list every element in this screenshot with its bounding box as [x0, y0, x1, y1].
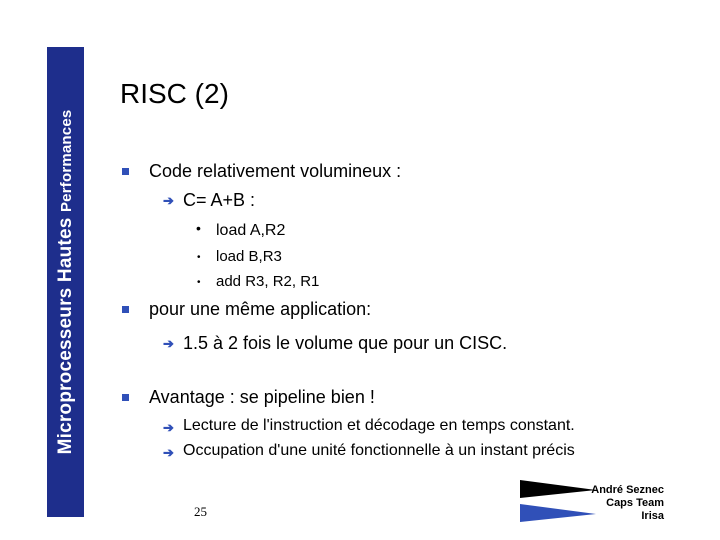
sidebar-banner: [47, 47, 84, 517]
bullet-1-item-1: load A,R2: [216, 222, 286, 239]
square-bullet-icon: [122, 306, 129, 313]
dot-bullet-icon: •: [197, 252, 201, 263]
bullet-3-sub-1: Lecture de l'instruction et décodage en temps constant.: [183, 417, 575, 434]
author-team: Caps Team: [606, 497, 664, 509]
caps-logo-icon: [518, 478, 598, 524]
arrow-bullet-icon: ➔: [163, 336, 174, 351]
dot-bullet-icon: •: [196, 220, 201, 236]
square-bullet-icon: [122, 394, 129, 401]
bullet-3-sub-2: Occupation d'une unité fonctionnelle à un instant précis: [183, 442, 575, 459]
author-lab: Irisa: [641, 510, 664, 522]
bullet-1-text: Code relativement volumineux :: [149, 161, 402, 181]
sidebar-title-part2: Performances: [57, 109, 75, 213]
bullet-1-item-2: load B,R3: [216, 248, 282, 265]
square-bullet-icon: [122, 168, 129, 175]
sidebar-title: [55, 110, 77, 455]
author-name: André Seznec: [591, 484, 664, 496]
sidebar-title-part1: Microprocesseurs Hautes: [54, 212, 76, 455]
arrow-bullet-icon: ➔: [163, 420, 174, 435]
author-block: [591, 484, 664, 523]
page-number: 25: [194, 504, 207, 519]
arrow-bullet-icon: ➔: [163, 445, 174, 460]
bullet-2-text: pour une même application:: [149, 299, 372, 319]
bullet-3-text: Avantage : se pipeline bien !: [149, 387, 375, 407]
dot-bullet-icon: •: [197, 277, 201, 288]
bullet-2-sub: 1.5 à 2 fois le volume que pour un CISC.: [183, 333, 508, 353]
slide-title: RISC (2): [120, 78, 229, 109]
arrow-bullet-icon: ➔: [163, 193, 174, 208]
bullet-1-sub: C= A+B :: [183, 190, 256, 210]
bullet-1-item-3: add R3, R2, R1: [216, 273, 320, 290]
